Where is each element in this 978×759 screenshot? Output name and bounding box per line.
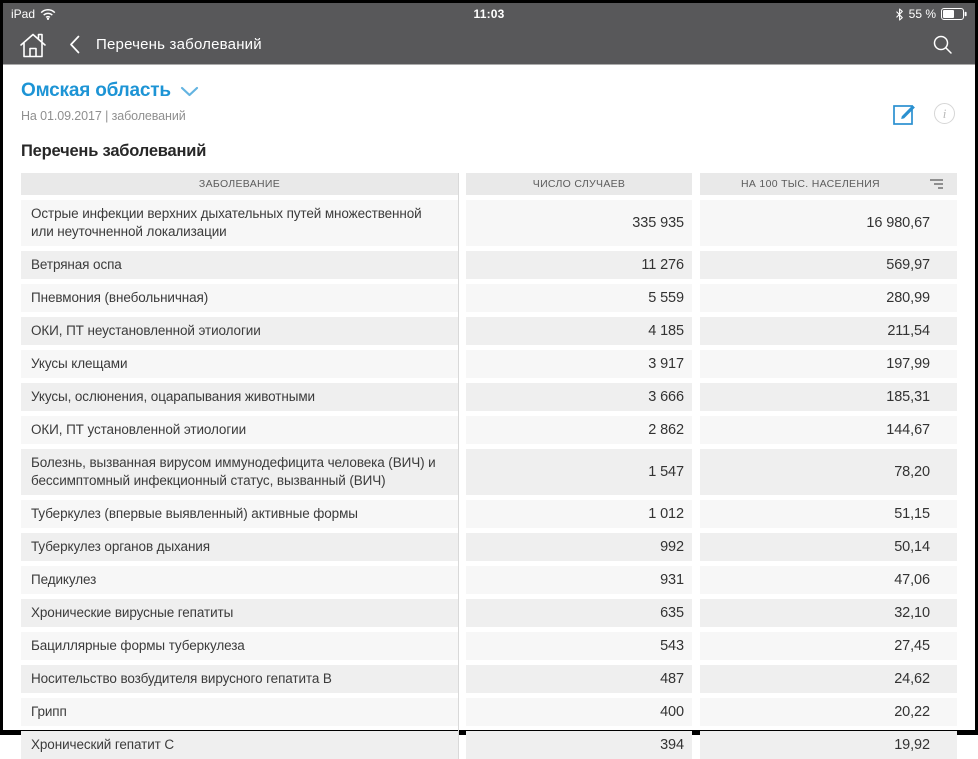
- cell-disease: Укусы, ослюнения, оцарапывания животными: [21, 383, 458, 411]
- cell-cases: 5 559: [466, 284, 692, 312]
- table-body: [21, 200, 957, 759]
- cell-cases: 635: [466, 599, 692, 627]
- nav-bar: [3, 25, 975, 65]
- cell-disease: Хронический гепатит C: [21, 731, 458, 759]
- table-row[interactable]: [21, 698, 957, 726]
- cell-per100k: 185,31: [700, 383, 957, 411]
- search-icon: [932, 34, 953, 55]
- cell-per100k: 27,45: [700, 632, 957, 660]
- cell-disease: Болезнь, вызванная вирусом иммунодефицита человека (ВИЧ) и бессимптомный инфекционный статус, вызванный (ВИЧ): [21, 449, 458, 495]
- date-subtitle: На 01.09.2017 | заболеваний: [21, 109, 186, 123]
- cell-cases: 394: [466, 731, 692, 759]
- cell-cases: 1 012: [466, 500, 692, 528]
- edit-compose-icon: [891, 100, 918, 127]
- cell-cases: 2 862: [466, 416, 692, 444]
- cell-cases: 11 276: [466, 251, 692, 279]
- cell-disease: ОКИ, ПТ неустановленной этиологии: [21, 317, 458, 345]
- cell-cases: 543: [466, 632, 692, 660]
- clock: 11:03: [473, 7, 505, 21]
- table-row[interactable]: [21, 500, 957, 528]
- cell-cases: 1 547: [466, 449, 692, 495]
- cell-disease: Ветряная оспа: [21, 251, 458, 279]
- cell-per100k: 197,99: [700, 350, 957, 378]
- home-button[interactable]: [17, 30, 49, 60]
- cell-disease: Пневмония (внебольничная): [21, 284, 458, 312]
- cell-per100k: 19,92: [700, 731, 957, 759]
- cell-per100k: 280,99: [700, 284, 957, 312]
- cell-per100k: 78,20: [700, 449, 957, 495]
- home-icon: [17, 30, 49, 60]
- region-selector[interactable]: [21, 80, 199, 102]
- cell-per100k: 20,22: [700, 698, 957, 726]
- cell-cases: 4 185: [466, 317, 692, 345]
- cell-per100k: 32,10: [700, 599, 957, 627]
- cell-disease: Грипп: [21, 698, 458, 726]
- table-row[interactable]: [21, 599, 957, 627]
- cell-disease: Хронические вирусные гепатиты: [21, 599, 458, 627]
- device-label: iPad: [11, 7, 36, 21]
- cell-disease: Укусы клещами: [21, 350, 458, 378]
- table-row[interactable]: [21, 665, 957, 693]
- column-header-per100k[interactable]: [700, 173, 957, 195]
- cell-per100k: 16 980,67: [700, 200, 957, 246]
- edit-button[interactable]: [891, 100, 918, 127]
- sort-icon[interactable]: [929, 179, 943, 189]
- table-row[interactable]: [21, 317, 957, 345]
- chevron-down-icon: [180, 86, 199, 97]
- column-header-disease[interactable]: ЗАБОЛЕВАНИЕ: [21, 173, 458, 195]
- table-row[interactable]: [21, 566, 957, 594]
- cell-per100k: 24,62: [700, 665, 957, 693]
- cell-disease: Острые инфекции верхних дыхательных путей множественной или неуточненной локализации: [21, 200, 458, 246]
- header-actions: [891, 100, 955, 127]
- cell-cases: 487: [466, 665, 692, 693]
- section-title: Перечень заболеваний: [21, 142, 207, 160]
- column-header-cases[interactable]: ЧИСЛО СЛУЧАЕВ: [466, 173, 692, 195]
- cell-per100k: 47,06: [700, 566, 957, 594]
- table-row[interactable]: [21, 383, 957, 411]
- battery-percent-label: 55 %: [908, 7, 936, 21]
- table-row[interactable]: [21, 350, 957, 378]
- battery-icon: [941, 8, 967, 20]
- cell-cases: 992: [466, 533, 692, 561]
- info-icon: i: [934, 103, 955, 124]
- column-header-per100k-label: НА 100 ТЫС. НАСЕЛЕНИЯ: [741, 178, 880, 190]
- cell-cases: 3 917: [466, 350, 692, 378]
- cell-per100k: 211,54: [700, 317, 957, 345]
- cell-per100k: 51,15: [700, 500, 957, 528]
- cell-cases: 335 935: [466, 200, 692, 246]
- region-name: Омская область: [21, 80, 171, 101]
- table-row[interactable]: [21, 251, 957, 279]
- cell-cases: 400: [466, 698, 692, 726]
- table-header: [21, 173, 957, 195]
- cell-disease: Туберкулез (впервые выявленный) активные формы: [21, 500, 458, 528]
- table-row[interactable]: [21, 731, 957, 759]
- info-button[interactable]: [934, 103, 955, 124]
- cell-per100k: 569,97: [700, 251, 957, 279]
- back-chevron-icon: [69, 35, 80, 54]
- back-button[interactable]: [69, 35, 80, 54]
- cell-cases: 931: [466, 566, 692, 594]
- bluetooth-icon: [895, 8, 904, 21]
- page-title: Перечень заболеваний: [96, 36, 262, 53]
- table-row[interactable]: [21, 200, 957, 246]
- cell-per100k: 144,67: [700, 416, 957, 444]
- content-area: [3, 65, 975, 759]
- table-row[interactable]: [21, 533, 957, 561]
- status-bar: [3, 3, 975, 25]
- cell-disease: Педикулез: [21, 566, 458, 594]
- cell-disease: Бациллярные формы туберкулеза: [21, 632, 458, 660]
- table-row[interactable]: [21, 632, 957, 660]
- table-row[interactable]: [21, 416, 957, 444]
- cell-disease: Носительство возбудителя вирусного гепатита B: [21, 665, 458, 693]
- table-row[interactable]: [21, 449, 957, 495]
- cell-per100k: 50,14: [700, 533, 957, 561]
- cell-cases: 3 666: [466, 383, 692, 411]
- table-row[interactable]: [21, 284, 957, 312]
- cell-disease: Туберкулез органов дыхания: [21, 533, 458, 561]
- search-button[interactable]: [932, 34, 953, 55]
- diseases-table: [21, 173, 957, 759]
- cell-disease: ОКИ, ПТ установленной этиологии: [21, 416, 458, 444]
